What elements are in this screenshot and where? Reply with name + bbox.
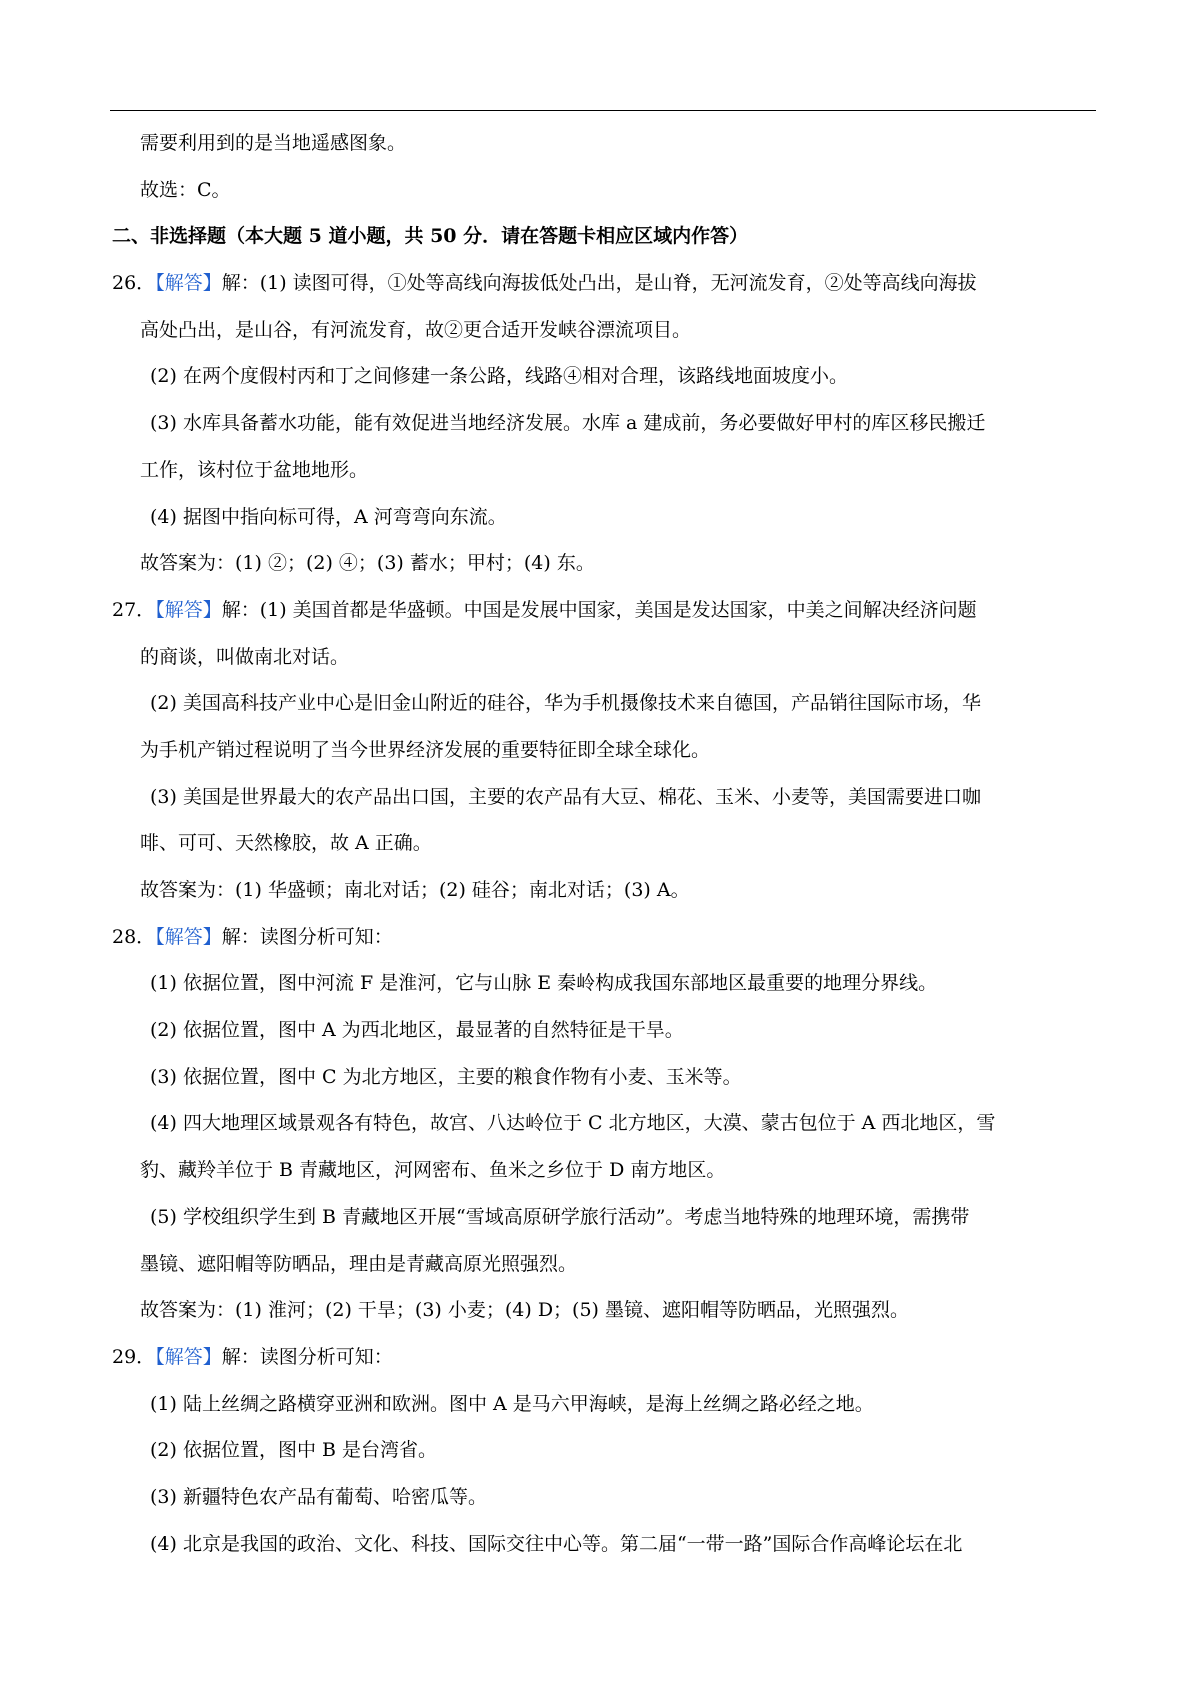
text-line bbox=[112, 400, 1098, 447]
line-text: 故答案为：(1) ②；(2) ④；(3) 蓄水；甲村；(4) 东。 bbox=[140, 552, 595, 575]
line-text: (2) 依据位置，图中 A 为西北地区，最显著的自然特征是干旱。 bbox=[150, 1019, 684, 1042]
text-line bbox=[112, 1287, 1098, 1334]
header-rule bbox=[110, 110, 1096, 111]
line-text: (2) 依据位置，图中 B 是台湾省。 bbox=[150, 1439, 437, 1462]
answer-tag: 【解答】 bbox=[155, 598, 222, 621]
line-text: 工作，该村位于盆地地形。 bbox=[140, 458, 369, 481]
text-line bbox=[112, 820, 1098, 867]
answer-tag: 【解答】 bbox=[155, 272, 222, 295]
question-line bbox=[112, 260, 1098, 307]
line-text: (4) 四大地理区域景观各有特色，故宫、八达岭位于 C 北方地区，大漠、蒙古包位于 A 西北地区，雪 bbox=[150, 1112, 996, 1135]
text-line bbox=[112, 540, 1098, 587]
text-line bbox=[112, 1007, 1098, 1054]
line-text: (1) 依据位置，图中河流 F 是淮河，它与山脉 E 秦岭构成我国东部地区最重要的地理分界线。 bbox=[150, 972, 938, 995]
line-text: 解：读图分析可知： bbox=[221, 1345, 393, 1368]
question-number: 27． bbox=[112, 598, 156, 621]
text-line bbox=[112, 1381, 1098, 1428]
answer-content bbox=[112, 120, 1098, 1567]
question-number: 26． bbox=[112, 272, 156, 295]
line-text: 高处凸出，是山谷，有河流发育，故②更合适开发峡谷漂流项目。 bbox=[140, 318, 692, 341]
question-line bbox=[112, 587, 1098, 634]
text-line bbox=[112, 634, 1098, 681]
line-text: 解：读图分析可知： bbox=[221, 925, 393, 948]
line-text: 解：(1) 美国首都是华盛顿。中国是发展中国家，美国是发达国家，中美之间解决经济问题 bbox=[221, 598, 977, 621]
text-line bbox=[112, 1474, 1098, 1521]
line-text: (5) 学校组织学生到 B 青藏地区开展“雪域高原研学旅行活动”。考虑当地特殊的地理环境，需携带 bbox=[150, 1205, 970, 1228]
answer-tag: 【解答】 bbox=[155, 925, 222, 948]
line-text: 为手机产销过程说明了当今世界经济发展的重要特征即全球全球化。 bbox=[140, 738, 711, 761]
text-line bbox=[112, 120, 1098, 167]
line-text: 解：(1) 读图可得，①处等高线向海拔低处凸出，是山脊，无河流发育，②处等高线向海拔 bbox=[221, 272, 977, 295]
text-line bbox=[112, 353, 1098, 400]
line-text: 需要利用到的是当地遥感图象。 bbox=[140, 132, 407, 154]
text-line bbox=[112, 1147, 1098, 1194]
text-line bbox=[112, 1054, 1098, 1101]
line-text: (1) 陆上丝绸之路横穿亚洲和欧洲。图中 A 是马六甲海峡，是海上丝绸之路必经之地。 bbox=[150, 1392, 874, 1415]
line-text: 二、非选择题（本大题 5 道小题，共 50 分．请在答题卡相应区域内作答） bbox=[112, 225, 749, 248]
question-line bbox=[112, 1334, 1098, 1381]
text-line bbox=[112, 494, 1098, 541]
line-text: 故答案为：(1) 淮河；(2) 干旱；(3) 小麦；(4) D；(5) 墨镜、遮阳帽等防晒品，光照强烈。 bbox=[140, 1299, 910, 1322]
line-text: (3) 水库具备蓄水功能，能有效促进当地经济发展。水库 a 建成前，务必要做好甲村的库区移民搬迁 bbox=[150, 412, 986, 435]
answer-tag: 【解答】 bbox=[155, 1345, 222, 1368]
text-line bbox=[112, 727, 1098, 774]
line-text: (3) 依据位置，图中 C 为北方地区，主要的粮食作物有小麦、玉米等。 bbox=[150, 1065, 742, 1088]
line-text: 故答案为：(1) 华盛顿；南北对话；(2) 硅谷；南北对话；(3) A。 bbox=[140, 879, 690, 901]
text-line bbox=[112, 1241, 1098, 1288]
text-line bbox=[112, 960, 1098, 1007]
text-line bbox=[112, 774, 1098, 821]
text-line bbox=[112, 307, 1098, 354]
text-line bbox=[112, 1521, 1098, 1568]
line-text: (2) 在两个度假村丙和丁之间修建一条公路，线路④相对合理，该路线地面坡度小。 bbox=[150, 365, 848, 388]
line-text: (3) 新疆特色农产品有葡萄、哈密瓜等。 bbox=[150, 1485, 487, 1508]
text-line bbox=[112, 167, 1098, 214]
line-text: 故选：C。 bbox=[140, 178, 231, 201]
text-line bbox=[112, 1194, 1098, 1241]
question-line bbox=[112, 914, 1098, 961]
question-number: 29． bbox=[112, 1345, 156, 1368]
text-line bbox=[112, 213, 1098, 260]
line-text: (4) 北京是我国的政治、文化、科技、国际交往中心等。第二届“一带一路”国际合作高峰论坛在北 bbox=[150, 1532, 963, 1555]
line-text: (4) 据图中指向标可得，A 河弯弯向东流。 bbox=[150, 505, 507, 528]
text-line bbox=[112, 447, 1098, 494]
line-text: (2) 美国高科技产业中心是旧金山附近的硅谷，华为手机摄像技术来自德国，产品销往国际市场，华 bbox=[150, 692, 981, 715]
line-text: 墨镜、遮阳帽等防晒品，理由是青藏高原光照强烈。 bbox=[140, 1252, 578, 1275]
text-line bbox=[112, 867, 1098, 914]
text-line bbox=[112, 680, 1098, 727]
line-text: 啡、可可、天然橡胶，故 A 正确。 bbox=[140, 832, 432, 855]
line-text: 的商谈，叫做南北对话。 bbox=[140, 645, 350, 668]
text-line bbox=[112, 1100, 1098, 1147]
text-line bbox=[112, 1427, 1098, 1474]
line-text: (3) 美国是世界最大的农产品出口国，主要的农产品有大豆、棉花、玉米、小麦等，美国需要进口咖 bbox=[150, 785, 981, 808]
question-number: 28． bbox=[112, 925, 156, 948]
line-text: 豹、藏羚羊位于 B 青藏地区，河网密布、鱼米之乡位于 D 南方地区。 bbox=[140, 1159, 726, 1182]
